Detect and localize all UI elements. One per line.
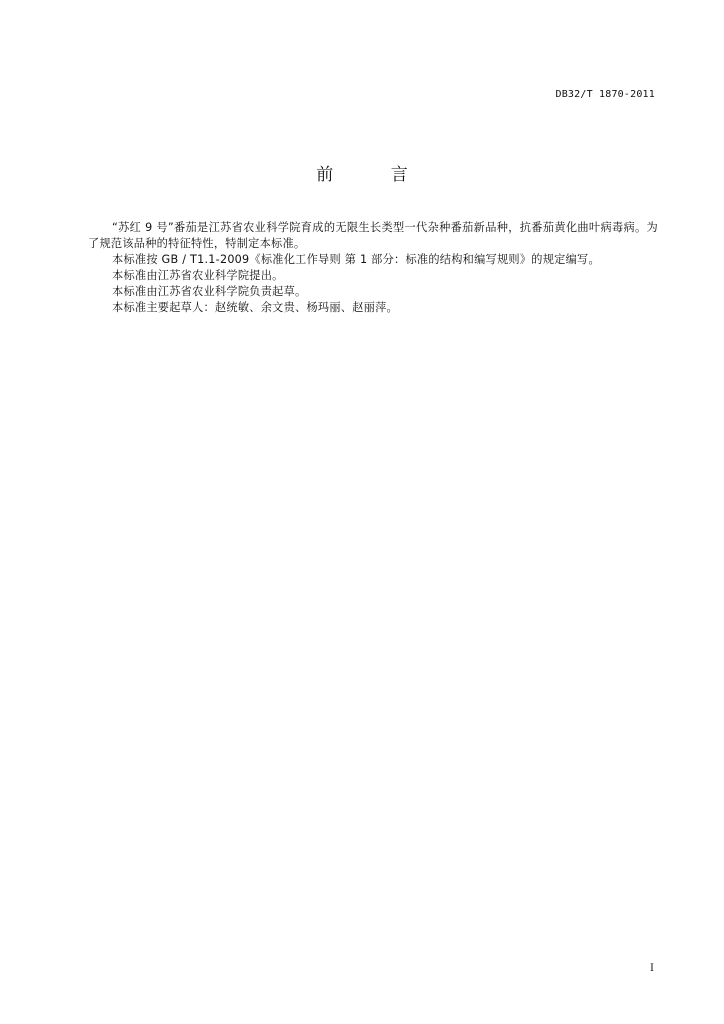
paragraph-drafting-rules: 本标准按 GB / T1.1-2009《标准化工作导则 第 1 部分：标准的结构和编写规则》的规定编写。 [112, 253, 600, 266]
page-number: I [650, 963, 654, 974]
page-title: 前 言 [316, 165, 434, 185]
foreword-body [88, 220, 658, 316]
standard-code-header: DB32/T 1870-2011 [555, 89, 655, 100]
paragraph-proposer: 本标准由江苏省农业科学院提出。 [112, 269, 284, 282]
paragraph-variety-description: “苏红 9 号”番茄是江苏省农业科学院育成的无限生长类型一代杂种番茄新品种，抗番茄黄化曲叶病毒病。为了规范该品种的特征特性，特制定本标准。 [88, 221, 658, 250]
paragraph-drafting-unit: 本标准由江苏省农业科学院负责起草。 [112, 285, 307, 298]
paragraph-drafters: 本标准主要起草人：赵统敏、余文贵、杨玛丽、赵丽萍。 [112, 301, 398, 314]
